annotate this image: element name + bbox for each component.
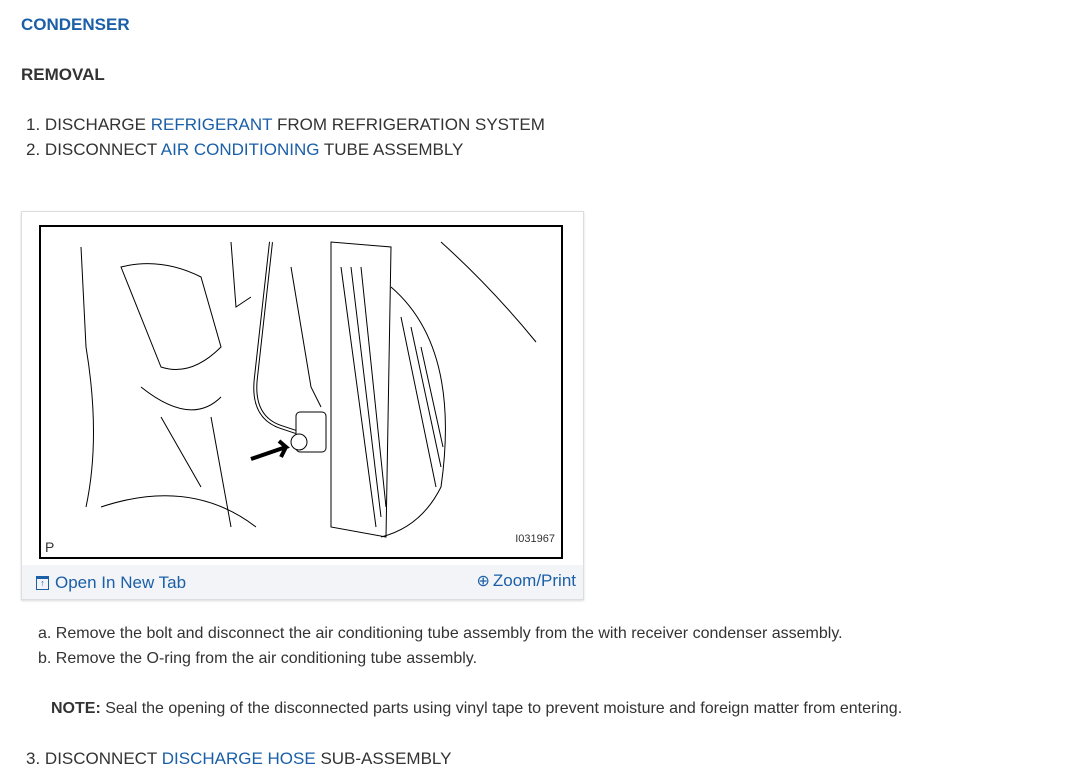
zoom-in-icon: ⊕ xyxy=(476,573,490,590)
diagram-image[interactable] xyxy=(39,225,563,559)
figure-code: I031967 xyxy=(515,533,555,545)
step-2: 2. DISCONNECT AIR CONDITIONING TUBE ASSEMBLY xyxy=(26,140,464,159)
open-new-tab-icon: ↑ xyxy=(36,576,49,590)
zoom-print-button[interactable]: ⊕ Zoom/Print xyxy=(476,571,576,590)
refrigerant-link[interactable]: REFRIGERANT xyxy=(150,115,273,134)
figure-card xyxy=(21,211,584,600)
air-conditioning-link[interactable]: AIR CONDITIONING xyxy=(160,140,320,159)
note: NOTE: Seal the opening of the disconnected parts using vinyl tape to prevent moisture and foreign matter from entering. xyxy=(51,700,903,717)
figure-footer xyxy=(22,565,583,599)
substep-b: b. Remove the O-ring from the air conditioning tube assembly. xyxy=(38,650,478,667)
figure-label-p: P xyxy=(45,539,55,555)
step-1: 1. DISCHARGE REFRIGERANT FROM REFRIGERATION SYSTEM xyxy=(26,115,545,134)
page-title: CONDENSER xyxy=(21,15,130,34)
open-in-new-tab-button[interactable]: ↑ Open In New Tab xyxy=(36,573,186,593)
substep-a: a. Remove the bolt and disconnect the air conditioning tube assembly from the with receiver condenser assembly. xyxy=(38,625,843,642)
section-heading: REMOVAL xyxy=(21,65,105,84)
step-3: 3. DISCONNECT DISCHARGE HOSE SUB-ASSEMBLY xyxy=(26,749,452,768)
discharge-hose-link[interactable]: DISCHARGE HOSE xyxy=(161,749,316,768)
